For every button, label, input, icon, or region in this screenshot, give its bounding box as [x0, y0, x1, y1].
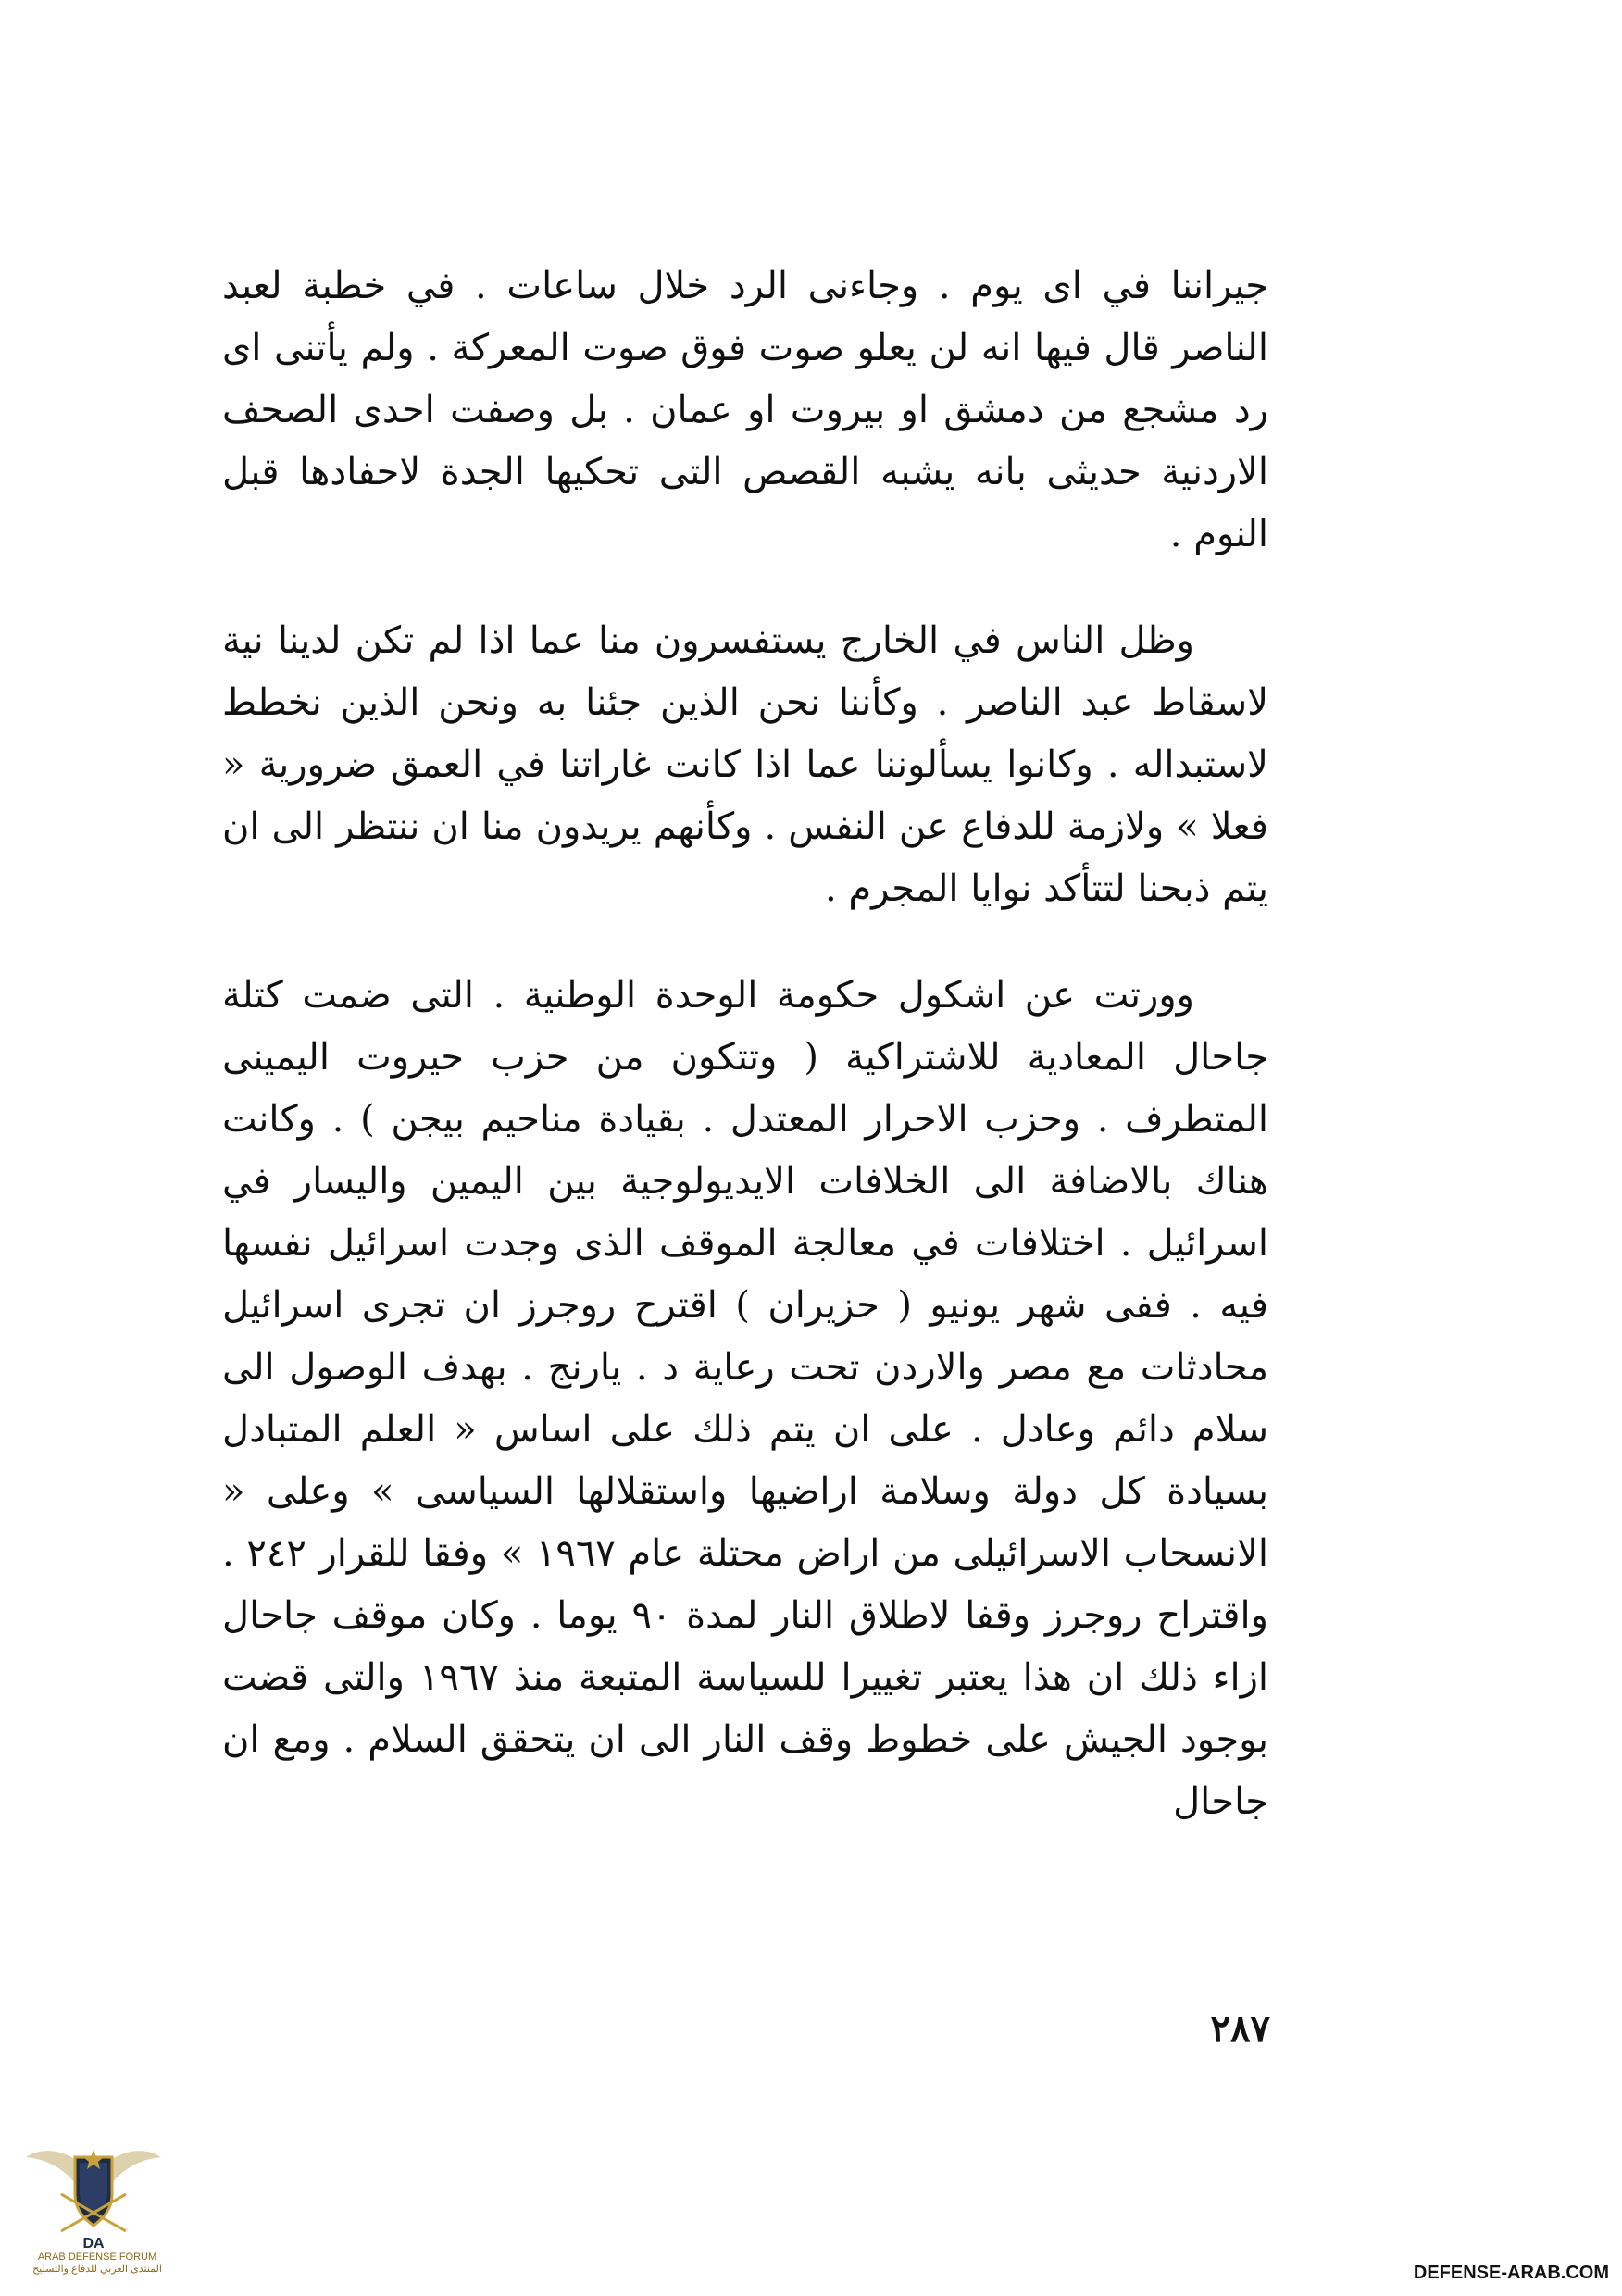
logo-text: DA — [82, 2236, 105, 2252]
paragraph: وظل الناس في الخارج يستفسرون منا عما اذا لم تكن لدينا نية لاسقاط عبد الناصر . وكأننا نحن الذين جئنا به ونحن الذين نخطط لاستبداله . وكانوا يسألوننا عما اذا كانت غاراتنا في العمق ضرورية « فعلا » ولازمة للدفاع عن النفس . وكأنهم يريدون منا ان ننتظر الى ان يتم ذبحنا لتتأكد نوايا المجرم . — [222, 619, 1269, 910]
paragraph: وورتت عن اشكول حكومة الوحدة الوطنية . التى ضمت كتلة جاحال المعادية للاشتراكية ( وتتكون من حزب حيروت اليمينى المتطرف . وحزب الاحرار المعتدل . بقيادة مناحيم بيجن ) . وكانت هناك بالاضافة الى الخلافات الايديولوجية بين اليمين واليسار في اسرائيل . اختلافات في معالجة الموقف الذى وجدت اسرائيل نفسها فيه . ففى شهر يونيو ( حزيران ) اقترح روجرز ان تجرى اسرائيل محادثات مع مصر والاردن تحت رعاية د . يارنج . بهدف الوصول الى سلام دائم وعادل . على ان يتم ذلك على اساس « العلم المتبادل بسيادة كل دولة وسلامة اراضيها واستقلالها السياسى » وعلى « الانسحاب الاسرائيلى من اراض محتلة عام ١٩٦٧ » وفقا للقرار ٢٤٢ . واقتراح روجرز وقفا لاطلاق النار لمدة ٩٠ يوما . وكان موقف جاحال ازاء ذلك ان هذا يعتبر تغييرا للسياسة المتبعة منذ ١٩٦٧ والتى قضت بوجود الجيش على خطوط وقف النار الى ان يتحقق السلام . ومع ان جاحال — [222, 974, 1268, 1823]
document-body — [222, 256, 1268, 1833]
page-number: ٢٨٧ — [1210, 2007, 1270, 2051]
paragraph: جيراننا في اى يوم . وجاءنى الرد خلال ساعات . في خطبة لعبد الناصر قال فيها انه لن يعلو صوت فوق صوت المعركة . ولم يأتنى اى رد مشجع من دمشق او بيروت او عمان . بل وصفت احدى الصحف الاردنية حديثى بانه يشبه القصص التى تحكيها الجدة لاحفادها قبل النوم . — [222, 265, 1268, 555]
watermark-caption — [19, 2252, 176, 2276]
watermark-caption-en: ARAB DEFENSE FORUM — [37, 2252, 157, 2263]
site-url: DEFENSE-ARAB.COM — [1413, 2263, 1609, 2283]
watermark-caption-ar: المنتدى العربي للدفاع والتسليح — [32, 2264, 162, 2275]
